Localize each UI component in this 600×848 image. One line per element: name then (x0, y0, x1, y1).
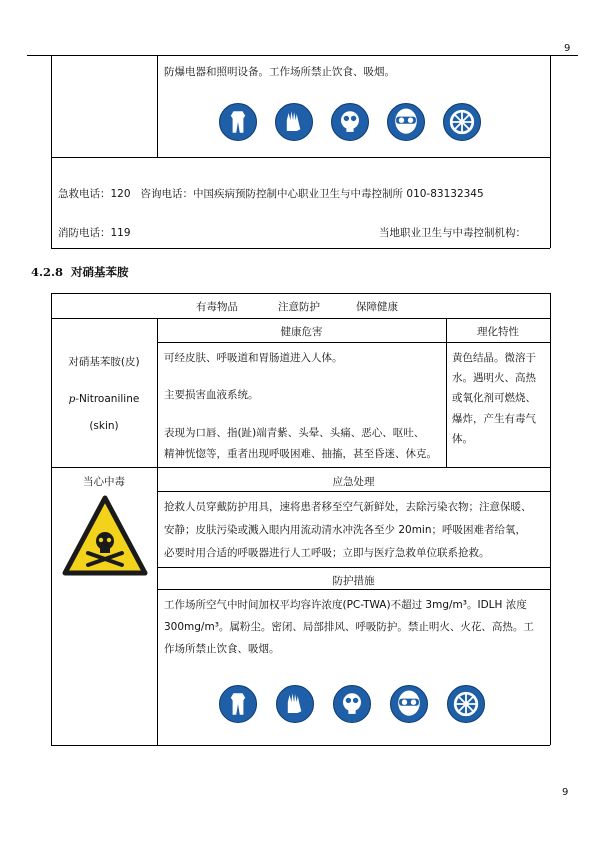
emergency-line-1: 抢救人员穿戴防护用具，速将患者移至空气新鲜处，去除污染衣物；注意保暖、 (164, 501, 532, 513)
health-line-2: 主要损害血液系统。 (164, 389, 259, 401)
physchem-line-1: 黄色结晶。微溶于 (452, 352, 536, 364)
fire-phone-line: 消防电话：119 (58, 227, 131, 239)
physchem-header: 理化特性 (477, 326, 519, 338)
substance-name-cn: 对硝基苯胺(皮) (68, 356, 140, 368)
health-line-4: 精神恍惚等，重者出现呼吸困难、抽搐，甚至昏迷、休克。 (164, 448, 437, 460)
physchem-line-2: 水。遇明火、高热 (452, 371, 536, 384)
protection-header: 防护措施 (332, 575, 375, 587)
physchem-text (452, 350, 548, 449)
header-rule (27, 55, 578, 56)
name-main: Nitroaniline (78, 393, 140, 405)
emergency-line-3: 必要时用合适的呼吸器进行人工呼吸；立即与医疗急救单位联系抢救。 (164, 547, 490, 559)
respirator-icon (447, 685, 485, 723)
prev-protection-text: 防爆电器和照明设备。工作场所禁止饮食、吸烟。 (164, 66, 395, 78)
substance-name-en (51, 393, 157, 405)
protective-suit-icon (219, 685, 257, 723)
physchem-line-3: 或氧化剂可燃烧、 (452, 392, 536, 404)
safety-goggles-icon (390, 685, 428, 723)
emergency-header: 应急处理 (332, 476, 375, 488)
emergency-contact-line: 急救电话：120 咨询电话：中国疾病预防控制中心职业卫生与中毒控制所 010-83132345 (58, 188, 484, 200)
local-agency-line: 当地职业卫生与中毒控制机构： (379, 227, 526, 239)
banner-toxic: 有毒物品 (196, 301, 238, 313)
section-heading: 4.2.8 对硝基苯胺 (31, 265, 129, 279)
respirator-icon (443, 103, 481, 141)
emergency-line-2: 安静；皮肤污染或溅入眼内用流动清水冲洗各至少 20min；呼吸困难者给氧， (164, 524, 526, 536)
health-hazard-header: 健康危害 (280, 326, 323, 338)
protection-line-3: 作场所禁止饮食、吸烟。 (164, 643, 280, 655)
protective-suit-icon (219, 103, 257, 141)
protection-line-1: 工作场所空气中时间加权平均容许浓度(PC-TWA)不超过 3mg/m³。IDLH 浓度 (164, 599, 527, 611)
health-line-3: 表现为口唇、指(趾)端青紫、头晕、头痛、恶心、呕吐、 (164, 427, 425, 439)
gas-mask-icon (333, 685, 371, 723)
page-number-top: 9 (564, 43, 571, 54)
page-number-bottom: 9 (562, 787, 569, 798)
protection-line-2: 300mg/m³。属粉尘。密闭、局部排风、呼吸防护。禁止明火、火花、高热。工 (164, 621, 534, 633)
protective-gloves-icon (276, 685, 314, 723)
physchem-line-5: 体。 (452, 433, 473, 445)
physchem-line-4: 爆炸，产生有毒气 (452, 412, 536, 425)
banner-health: 保障健康 (356, 301, 398, 313)
substance-skin-note: (skin) (89, 420, 119, 432)
warning-label: 当心中毒 (83, 476, 125, 488)
gas-mask-icon (331, 103, 369, 141)
name-prefix: p- (68, 393, 79, 405)
protective-gloves-icon (275, 103, 313, 141)
health-line-1: 可经皮肤、呼吸道和胃肠道进入人体。 (164, 352, 343, 364)
banner-protect: 注意防护 (278, 301, 320, 313)
safety-goggles-icon (387, 103, 425, 141)
poison-warning-icon (62, 495, 148, 577)
